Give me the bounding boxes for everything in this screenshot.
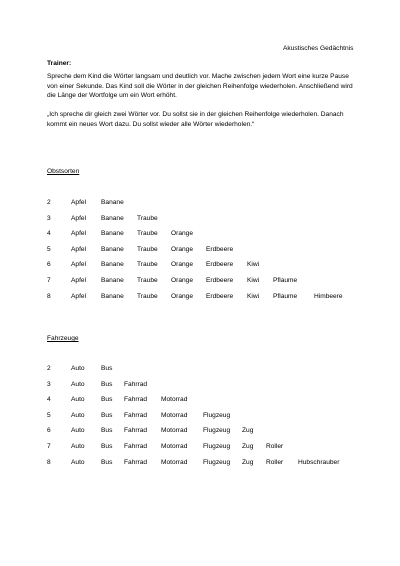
word-item: Erdbeere <box>206 261 234 269</box>
word-item: Orange <box>171 230 193 238</box>
word-item: Flugzeug <box>203 443 231 450</box>
section-title-fahrzeuge: Fahrzeuge <box>47 335 79 342</box>
list-row <box>0 412 400 422</box>
word-item: Auto <box>71 427 85 435</box>
word-item: Bus <box>101 427 113 435</box>
word-item: Banane <box>101 277 124 284</box>
word-item: Fahrrad <box>124 443 148 450</box>
row-count: 2 <box>47 199 51 206</box>
word-item: Auto <box>71 380 85 388</box>
word-item: Erdbeere <box>206 277 234 284</box>
word-item: Bus <box>101 365 113 372</box>
word-item: Fahrrad <box>124 380 148 388</box>
word-item: Apfel <box>71 245 87 253</box>
word-item: Banane <box>101 230 124 238</box>
word-item: Himbeere <box>314 292 343 300</box>
list-row <box>0 277 400 287</box>
trainer-label: Trainer: <box>47 60 72 67</box>
word-item: Banane <box>101 214 124 222</box>
list-row <box>0 261 400 271</box>
word-item: Fahrrad <box>124 396 148 404</box>
word-item: Zug <box>242 443 254 450</box>
word-item: Banane <box>101 245 124 253</box>
word-item: Kiwi <box>247 277 260 284</box>
word-item: Traube <box>137 277 158 284</box>
section-title-obstsorten: Obstsorten <box>47 168 80 175</box>
word-item: Bus <box>101 411 113 419</box>
word-item: Bus <box>101 380 113 388</box>
row-count: 8 <box>47 292 51 300</box>
word-item: Roller <box>266 458 284 466</box>
word-item: Motorrad <box>161 427 188 435</box>
word-item: Fahrrad <box>124 458 148 466</box>
word-item: Bus <box>101 458 113 466</box>
list-row <box>0 396 400 406</box>
word-item: Orange <box>171 277 193 284</box>
word-item: Traube <box>137 230 158 238</box>
word-item: Bus <box>101 443 113 450</box>
word-item: Apfel <box>71 277 87 284</box>
word-item: Apfel <box>71 292 87 300</box>
word-item: Banane <box>101 199 124 206</box>
word-item: Orange <box>171 292 193 300</box>
trainer-instruction: Spreche dem Kind die Wörter langsam und deutlich vor. Mache zwischen jedem Wort eine kurze Pause von einer Sekunde. Das Kind soll die Wörter in der gleichen Reihenfolge wiederholen. Anschließend wird die Länge der Wortfolge um ein Wort erhöht. <box>47 73 353 100</box>
word-item: Zug <box>242 427 254 435</box>
row-count: 8 <box>47 458 51 466</box>
list-row <box>0 230 400 240</box>
word-item: Motorrad <box>161 396 188 404</box>
trainer-quote: „Ich spreche dir gleich zwei Wörter vor. Du sollst sie in der gleichen Reihenfolge wiederholen. Danach kommt ein neues Wort dazu. Du sollst wieder alle Wörter wiederholen.“ <box>47 111 344 128</box>
word-item: Zug <box>242 458 254 466</box>
word-item: Auto <box>71 396 85 404</box>
word-item: Apfel <box>71 230 87 238</box>
word-item: Banane <box>101 292 124 300</box>
list-row <box>0 443 400 453</box>
row-count: 3 <box>47 214 51 222</box>
word-item: Flugzeug <box>203 458 231 466</box>
word-item: Flugzeug <box>203 411 231 419</box>
word-item: Traube <box>137 292 158 300</box>
list-row <box>0 246 400 256</box>
row-count: 7 <box>47 443 51 450</box>
list-row <box>0 381 400 391</box>
word-item: Traube <box>137 261 158 269</box>
list-row <box>0 459 400 469</box>
word-item: Apfel <box>71 214 87 222</box>
word-item: Auto <box>71 443 85 450</box>
word-item: Fahrrad <box>124 411 148 419</box>
word-item: Fahrrad <box>124 427 148 435</box>
word-item: Roller <box>266 443 284 450</box>
word-item: Motorrad <box>161 443 188 450</box>
word-item: Orange <box>171 245 193 253</box>
word-item: Banane <box>101 261 124 269</box>
document-title: Akustisches Gedächtnis <box>283 45 354 52</box>
row-count: 7 <box>47 277 51 284</box>
row-count: 6 <box>47 261 51 269</box>
word-item: Bus <box>101 396 113 404</box>
row-count: 4 <box>47 396 51 404</box>
word-item: Auto <box>71 458 85 466</box>
list-row <box>0 215 400 225</box>
word-item: Pflaume <box>273 292 298 300</box>
list-row <box>0 365 400 375</box>
list-row <box>0 293 400 303</box>
word-item: Erdbeere <box>206 292 234 300</box>
word-item: Motorrad <box>161 411 188 419</box>
row-count: 4 <box>47 230 51 238</box>
list-row <box>0 199 400 209</box>
row-count: 5 <box>47 245 51 253</box>
word-item: Flugzeug <box>203 427 231 435</box>
row-count: 2 <box>47 365 51 372</box>
row-count: 6 <box>47 427 51 435</box>
word-item: Apfel <box>71 199 87 206</box>
word-item: Hubschrauber <box>298 458 340 466</box>
word-item: Traube <box>137 214 158 222</box>
list-row <box>0 427 400 437</box>
word-item: Traube <box>137 245 158 253</box>
row-count: 3 <box>47 380 51 388</box>
word-item: Auto <box>71 411 85 419</box>
row-count: 5 <box>47 411 51 419</box>
word-item: Kiwi <box>247 292 260 300</box>
word-item: Orange <box>171 261 193 269</box>
word-item: Motorrad <box>161 458 188 466</box>
word-item: Kiwi <box>247 261 260 269</box>
word-item: Erdbeere <box>206 245 234 253</box>
word-item: Pflaume <box>273 277 298 284</box>
word-item: Apfel <box>71 261 87 269</box>
word-item: Auto <box>71 365 85 372</box>
